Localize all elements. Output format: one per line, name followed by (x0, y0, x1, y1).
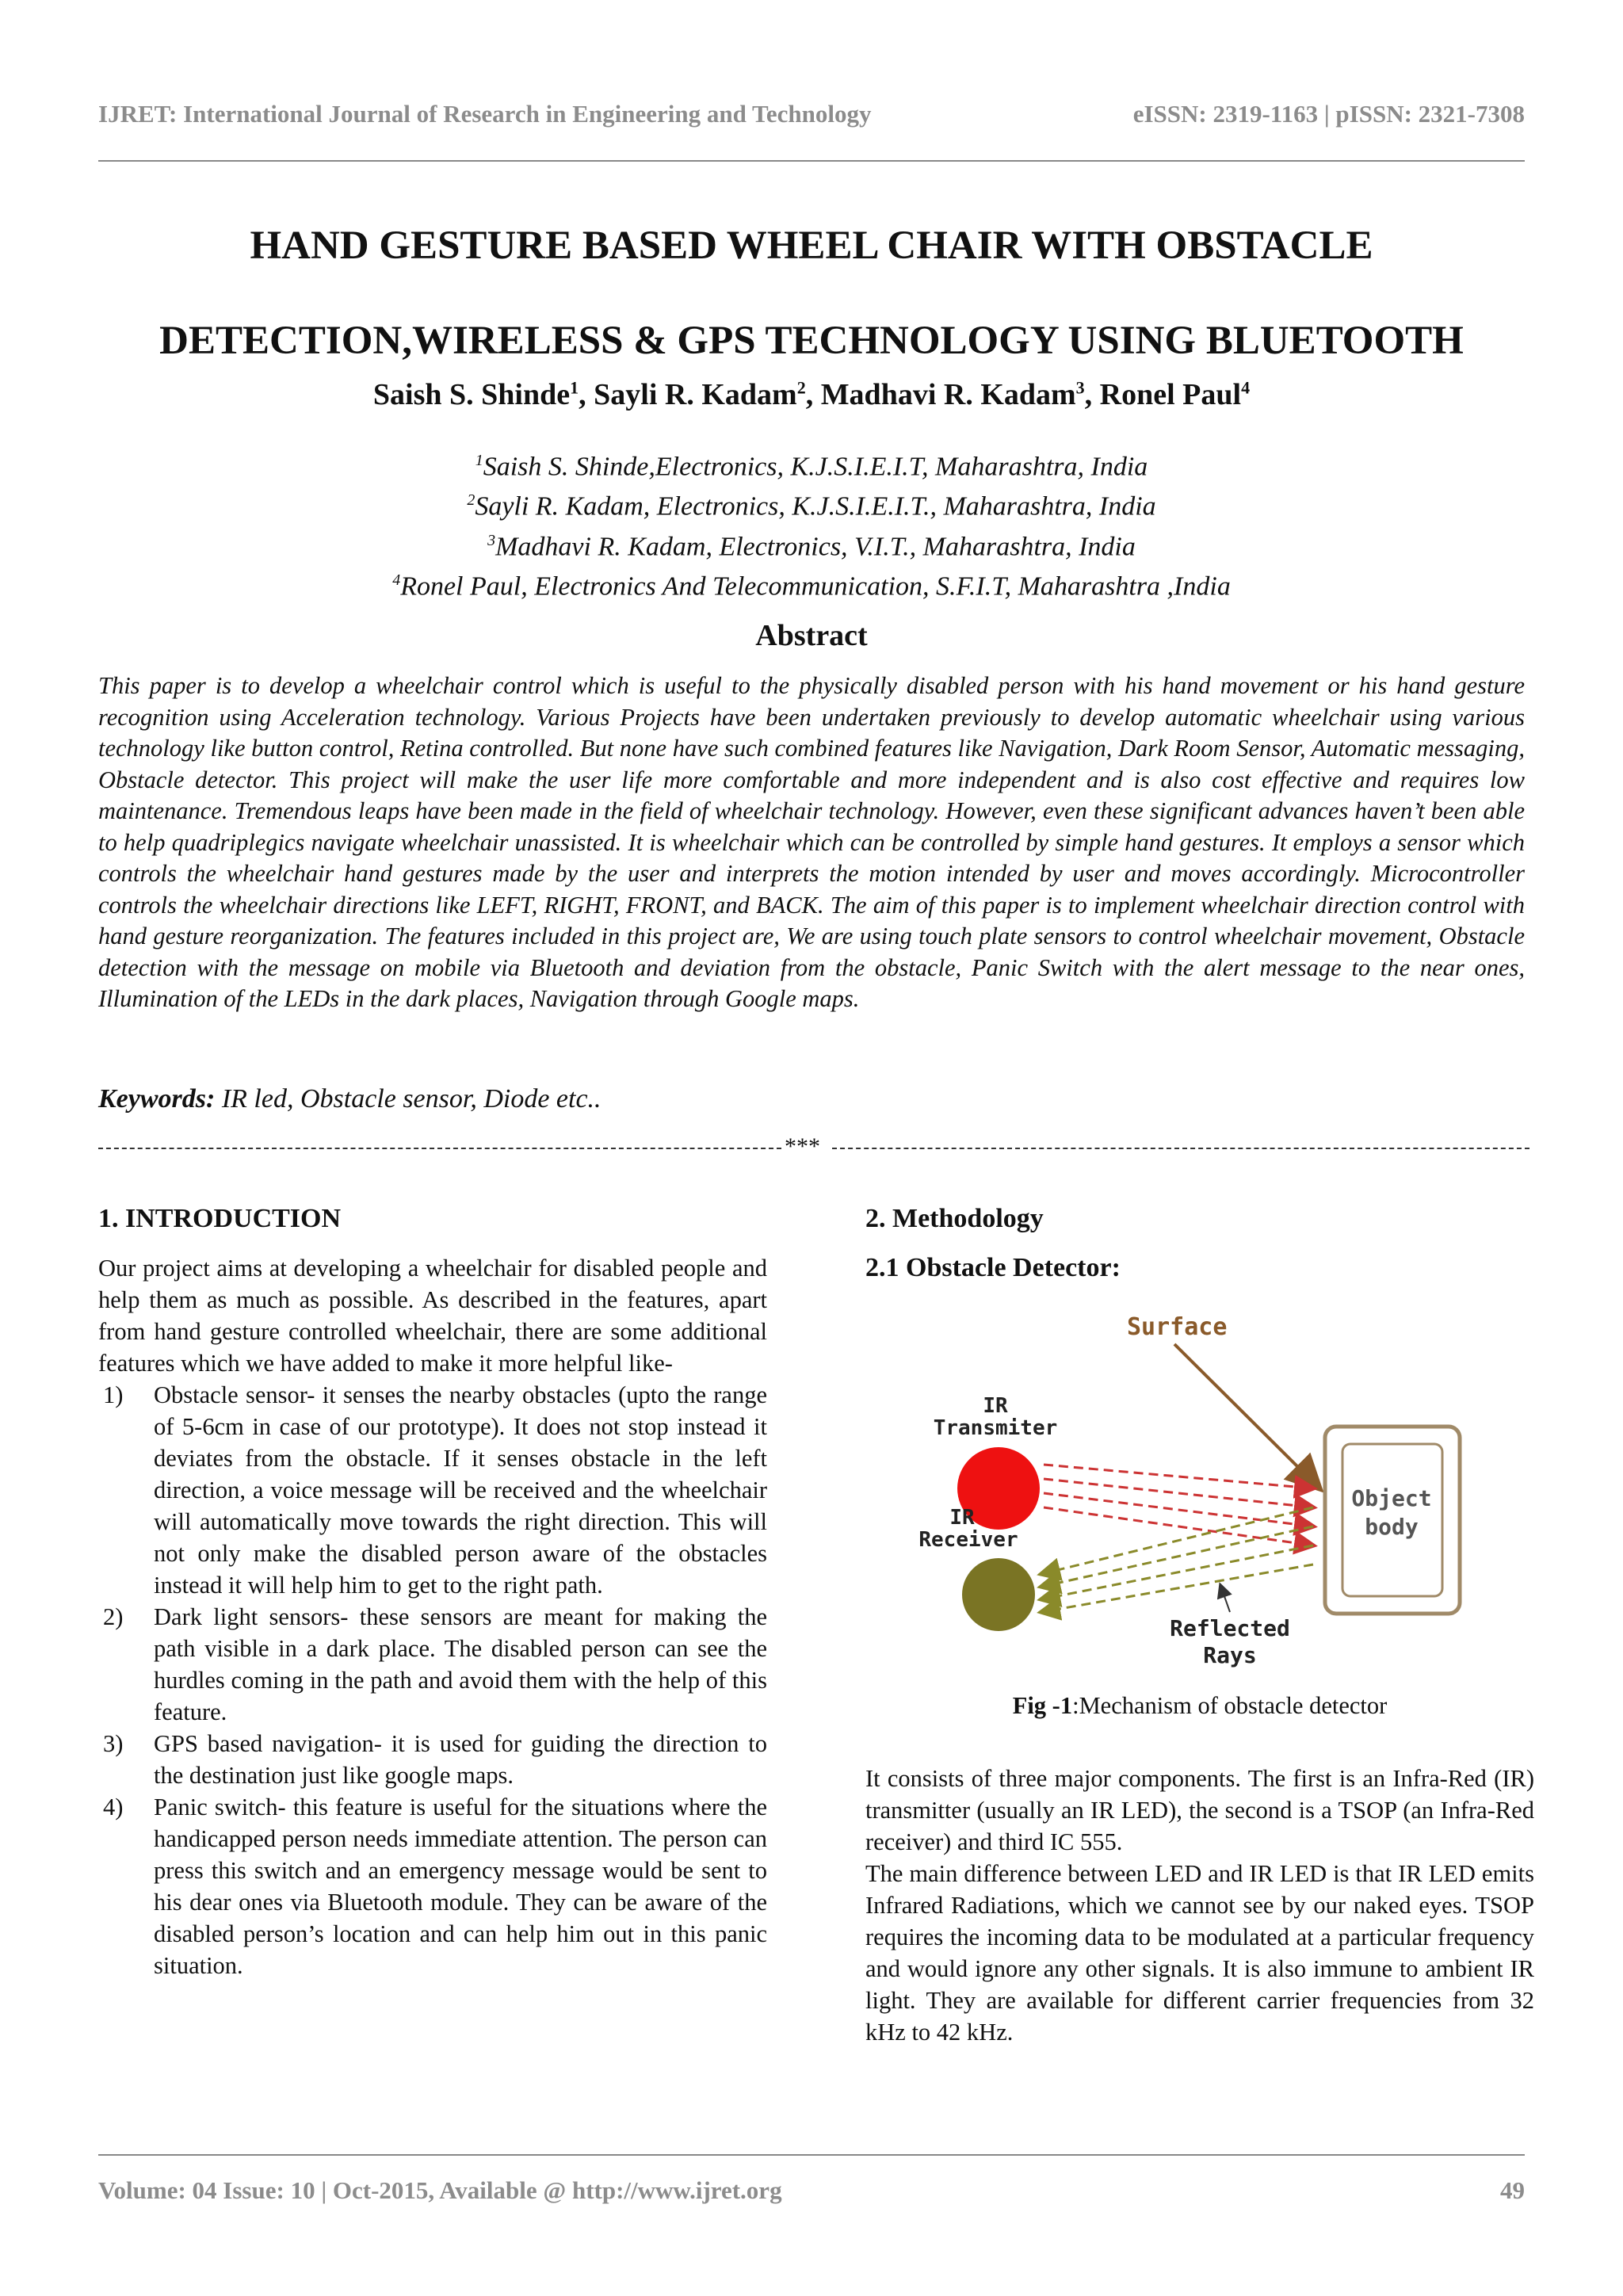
list-item (98, 1728, 767, 1791)
section-heading-methodology: 2. Methodology (865, 1204, 1044, 1233)
tx-ray (1044, 1493, 1313, 1526)
author-sup: 3 (1075, 377, 1085, 398)
affiliation-sup: 2 (467, 491, 475, 510)
section-separator (98, 1133, 1529, 1165)
label-ir-tx-1: IR (983, 1394, 1008, 1418)
affiliation (79, 483, 1544, 523)
issn-numbers: eISSN: 2319-1163 | pISSN: 2321-7308 (1132, 100, 1525, 128)
methodology-paragraph-2: The main difference between LED and IR LED is that IR LED emits Infrared Radiations, which we cannot see by our naked eyes. TSOP requires the incoming data to be modulated at a particular frequency and would ignore any other signals. It is also immune to ambient IR light. They are available for different carrier frequencies from 32 kHz to 42 kHz. (865, 1860, 1534, 2046)
right-column (865, 1203, 1534, 2048)
list-number: 3) (103, 1730, 124, 1757)
list-text: Dark light sensors- these sensors are meant for making the path visible in a dark place. The disabled person can see the hurdles coming in the path and avoid them with the help of this feature. (154, 1603, 767, 1725)
abstract-heading: Abstract (755, 619, 868, 652)
list-item (98, 1379, 767, 1601)
author-name: Madhavi R. Kadam (820, 378, 1076, 411)
abstract-text: This paper is to develop a wheelchair control which is useful to the physically disabled person with his hand movement or his hand gesture recognition using Acceleration technology. Various Projects have been undertaken previously to develop automatic wheelchair using various technology like button control, Retina controlled. But none have such combined features like Navigation, Dark Room Sensor, Automatic messaging, Obstacle detector. This project will make the user life more comfortable and more independent and is also cost effective and requires low maintenance. Tremendous leaps have been made in the field of wheelchair technology. However, even these significant advances haven’t been able to help quadriplegics navigate wheelchair unassisted. It is wheelchair which can be controlled by simple hand gestures. It employs a sensor which controls the wheelchair hand gestures made by the user and interprets the motion intended by user and moves accordingly. Microcontroller controls the wheelchair directions like LEFT, RIGHT, FRONT, and BACK. The aim of this paper is to implement wheelchair direction control with hand gesture reorganization. The features included in this project are, We are using touch plate sensors to control wheelchair movement, Obstacle detection with the message on mobile via Bluetooth and deviation from the obstacle, Panic Switch with the alert message to the near ones, Illumination of the LEDs in the dark places, Navigation through Google maps. (98, 672, 1525, 1012)
author-sup: 1 (570, 377, 579, 398)
section-heading-introduction: 1. INTRODUCTION (98, 1204, 342, 1233)
affiliation-text: Ronel Paul, Electronics And Telecommunication, S.F.I.T, Maharashtra ,India (400, 571, 1231, 602)
title-line-2: DETECTION,WIRELESS & GPS TECHNOLOGY USING BLUETOOTH (159, 319, 1464, 363)
tx-ray (1044, 1479, 1313, 1507)
affiliation (79, 524, 1544, 563)
reflected-pointer (1220, 1585, 1230, 1612)
author-name: Saish S. Shinde (372, 378, 571, 411)
label-ir-rx-1: IR (949, 1506, 975, 1530)
list-item (98, 1791, 767, 1981)
subsection-heading-obstacle-detector: 2.1 Obstacle Detector: (865, 1253, 1121, 1282)
ir-receiver-led (962, 1558, 1035, 1631)
tx-ray (1044, 1465, 1313, 1488)
volume-info: Volume: 04 Issue: 10 | Oct-2015, Available @ http://www.ijret.org (98, 2176, 782, 2204)
author-list (79, 377, 1544, 412)
author-sup: 2 (796, 377, 806, 398)
methodology-paragraph-1: It consists of three major components. The first is an Infra-Red (IR) transmitter (usually an IR LED), the second is a TSOP (an Infra-Red receiver) and third IC 555. (865, 1765, 1534, 1855)
author-sep: , (805, 378, 821, 411)
affiliation (79, 563, 1544, 603)
figure-caption-text: :Mechanism of obstacle detector (1072, 1692, 1388, 1719)
separator-dashes-right (832, 1148, 1529, 1149)
list-text: Obstacle sensor- it senses the nearby obstacles (upto the range of 5-6cm in case of our prototype). It does not stop instead it deviates from the obstacle. If it senses obstacle in the left direction, a voice message will be received and the wheelchair will automatically move towards the right direction. This will not only make the disabled person aware of the obstacles instead it will help him to get to the right path. (154, 1381, 767, 1599)
surface-arrow (1174, 1344, 1317, 1486)
transmitted-rays (1044, 1465, 1313, 1545)
reflected-rays (1041, 1507, 1313, 1612)
affiliation-list (79, 444, 1544, 603)
author-name: Sayli R. Kadam (594, 378, 797, 411)
rx-ray (1041, 1526, 1313, 1587)
list-number: 4) (103, 1794, 124, 1820)
author-sup: 4 (1241, 377, 1251, 398)
figure-caption-label: Fig -1 (1012, 1692, 1073, 1719)
affiliation-sup: 1 (475, 452, 483, 469)
keywords-label: Keywords: (98, 1084, 216, 1114)
label-surface: Surface (1127, 1313, 1228, 1341)
feature-list (98, 1379, 767, 1981)
page-number: 49 (1500, 2176, 1525, 2204)
author-sep: , (1084, 378, 1100, 411)
author-sep: , (579, 378, 594, 411)
label-ir-tx-2: Transmiter (933, 1416, 1058, 1440)
label-ir-rx-2: Receiver (918, 1528, 1018, 1552)
obstacle-detector-figure (913, 1300, 1484, 1672)
affiliation-sup: 3 (487, 531, 496, 549)
label-rays: Rays (1203, 1642, 1257, 1668)
obstacle-detector-diagram (913, 1300, 1484, 1672)
separator-dashes-left (98, 1148, 781, 1149)
list-number: 2) (103, 1603, 124, 1630)
left-column (98, 1203, 767, 1981)
footer-rule (98, 2154, 1525, 2156)
rx-ray (1041, 1545, 1313, 1599)
header-rule (98, 160, 1525, 162)
affiliation (79, 444, 1544, 483)
figure-caption (865, 1690, 1534, 1721)
journal-name: IJRET: International Journal of Research in Engineering and Technology (98, 100, 872, 128)
label-reflected: Reflected (1170, 1615, 1290, 1641)
intro-paragraph: Our project aims at developing a wheelchair for disabled people and help them as much as possible. As described in the features, apart from hand gesture controlled wheelchair, there are some additional features which we have added to make it more helpful like- (98, 1255, 767, 1377)
affiliation-text: Saish S. Shinde,Electronics, K.J.S.I.E.I.T, Maharashtra, India (483, 452, 1148, 482)
list-text: Panic switch- this feature is useful for the situations where the handicapped person needs immediate attention. The person can press this switch and an emergency message would be sent to his dear ones via Bluetooth module. They can be aware of the disabled person’s location and can help him out in this panic situation. (154, 1794, 767, 1979)
keywords (98, 1084, 1525, 1114)
keywords-text: IR led, Obstacle sensor, Diode etc.. (215, 1084, 601, 1114)
separator-stars: *** (785, 1133, 820, 1159)
list-number: 1) (103, 1381, 124, 1408)
label-object: Object (1351, 1485, 1432, 1511)
list-text: GPS based navigation- it is used for guiding the direction to the destination just like google maps. (154, 1730, 767, 1789)
affiliation-text: Sayli R. Kadam, Electronics, K.J.S.I.E.I.T., Maharashtra, India (475, 491, 1156, 521)
affiliation-sup: 4 (392, 571, 401, 589)
label-body: body (1365, 1514, 1419, 1540)
paper-title (79, 198, 1544, 388)
affiliation-text: Madhavi R. Kadam, Electronics, V.I.T., Maharashtra, India (495, 531, 1136, 561)
title-line-1: HAND GESTURE BASED WHEEL CHAIR WITH OBSTACLE (250, 223, 1373, 268)
list-item (98, 1601, 767, 1728)
author-name: Ronel Paul (1099, 378, 1242, 411)
